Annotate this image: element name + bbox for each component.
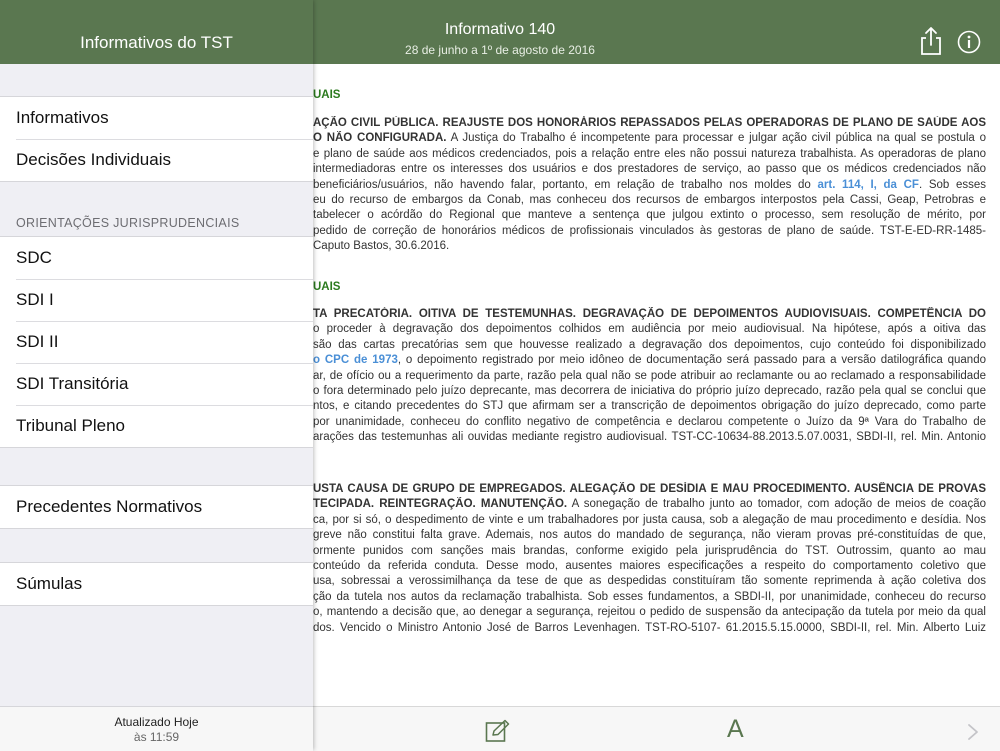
updated-label: Atualizado Hoje <box>114 715 199 729</box>
sidebar-group <box>0 236 313 448</box>
sidebar-title: Informativos do TST <box>80 33 233 52</box>
sidebar <box>0 0 313 750</box>
sidebar-group <box>0 485 313 529</box>
edit-note-icon[interactable] <box>485 719 511 743</box>
law-link[interactable]: o CPC de 1973 <box>313 354 398 367</box>
sidebar-item-sdi-transitoria[interactable]: SDI Transitória <box>0 363 313 405</box>
page-subtitle: 28 de junho a 1º de agosto de 2016 <box>405 43 595 57</box>
article-paragraph: USTA CAUSA DE GRUPO DE EMPREGADOS. ALEGAÇÃO DE DESÍDIA E MAU PROCEDIMENTO. AUSÊNCIA DE PROVAS TECIPADA. REINTEGRAÇÃO. MANUTENÇÃO. A sonegação de trabalho junto ao tomador, com adoção de meios de coação ca, por si só, o despedimento de vinte e um trabalhadores por justa causa, sob a alegação de mau procedimento e desídia. Nos greve não constitui falta grave. Ademais, nos autos do mandado de segurança, não vieram provas pré-constituídas de que, ormente punidos com sanções mais brandas, conforme exigido pela jurisprudência do TST. Outrossim, quanto ao mau conteúdo da referida conduta. Desse modo, ausentes maiores especificações a respeito do comportamento coletivo que usa, sobressai a verossimilhança da tese de que as despedidas constituíram tão somente reprimenda à ação coletiva dos ção da tutela nos autos da reclamação trabalhista. Sob esses fundamentos, a SBDI-II, por unanimidade, conheceu do recurso o, mantendo a decisão que, ao denegar a segurança, rejeitou o pedido de suspensão da antecipação da tutela por meio da qual dos. Vencido o Ministro Antonio José de Barros Levenhagen. TST-RO-5107- 61.2015.5.15.0000, SBDI-II, rel. Min. Alberto Luiz <box>313 483 986 634</box>
section-title: UAIS <box>313 89 341 101</box>
sidebar-item-sdi-ii[interactable]: SDI II <box>0 321 313 363</box>
article-paragraph: AÇÃO CIVIL PÚBLICA. REAJUSTE DOS HONORÁRIOS REPASSADOS PELAS OPERADORAS DE PLANO DE SAÚDE AOS O NÃO CONFIGURADA. A Justiça do Trabalho é incompetente para processar e julgar ação civil pública na qual se postula o e plano de saúde aos médicos credenciados, pois a relação entre eles não possui natureza trabalhista. As operadoras de plano intermediadoras entre os interesses dos usuários e dos prestadores de serviço, ao passo que os médicos credenciados não beneficiários/usuários, não havendo falar, portanto, em relação de trabalho nos moldes do art. 114, I, da CF. Sob esses eu do recurso de embargos da Conab, mas conheceu dos recursos de embargos interpostos pela Cassi, Geap, Petrobras e tabelecer o acórdão do Regional que manteve a sentença que julgou extinto o processo, sem resolução de mérito, por pedido de correção de honorários médicos de profissionais vinculados às gestoras de plano de saúde. TST-E-ED-RR-1485- Caputo Bastos, 30.6.2016. <box>313 117 986 253</box>
law-link[interactable]: art. 114, I, da CF <box>817 178 919 191</box>
chevron-right-icon[interactable] <box>966 723 980 741</box>
page-title: Informativo 140 <box>444 21 556 38</box>
updated-time: às 11:59 <box>133 730 180 744</box>
sidebar-navbar <box>0 0 313 64</box>
section-caption: ORIENTAÇÕES JURISPRUDENCIAIS <box>16 216 240 230</box>
sidebar-item-precedentes-normativos[interactable]: Precedentes Normativos <box>16 497 203 516</box>
info-icon[interactable] <box>957 30 981 54</box>
sidebar-item-sumulas[interactable]: Súmulas <box>16 574 83 593</box>
sidebar-item-tribunal-pleno[interactable]: Tribunal Pleno <box>0 405 313 447</box>
sidebar-item-sdi-i[interactable]: SDI I <box>0 279 313 321</box>
sidebar-item-sdc[interactable]: SDC <box>16 248 52 267</box>
sidebar-item-informativos[interactable]: Informativos <box>16 108 109 127</box>
share-icon[interactable] <box>918 26 944 56</box>
update-status <box>0 706 313 751</box>
section-title: UAIS <box>313 281 341 293</box>
sidebar-item-decisoes-individuais[interactable]: Decisões Individuais <box>0 139 313 181</box>
font-size-button[interactable]: A <box>727 715 744 743</box>
sidebar-group <box>0 96 313 182</box>
article-paragraph: TA PRECATÓRIA. OITIVA DE TESTEMUNHAS. DEGRAVAÇÃO DE DEPOIMENTOS AUDIOVISUAIS. COMPETÊNCIA DO o proceder à degravação dos depoimentos colhidos em audiência por meio audiovisual. Na hipótese, após a oitiva das são das cartas precatórias sem que houvesse realizado a degravação dos depoimentos, cujo conteúdo foi disponibilizado o CPC de 1973, o depoimento registrado por meio idôneo de documentação será passado para a versão datilográfica quando ar, de ofício ou a requerimento da parte, razão pela qual não se pode atribuir ao reclamante ou ao reclamado a responsabilidade o fora determinado pelo juízo deprecante, mas decorrera de iniciativa do próprio juízo deprecado, razão pela qual se conclui que ntos, e citando precedentes do STJ que afirmam ser a transcrição de depoimentos obrigação do juízo deprecado, como parte por unanimidade, conheceu do conflito negativo de competência e declarou competente o Juízo da 9ª Vara do Trabalho de arações das testemunhas ali ouvidas mediante registro audiovisual. TST-CC-10634-88.2013.5.07.0031, SBDI-II, rel. Min. Antonio <box>313 308 986 444</box>
sidebar-group <box>0 562 313 606</box>
